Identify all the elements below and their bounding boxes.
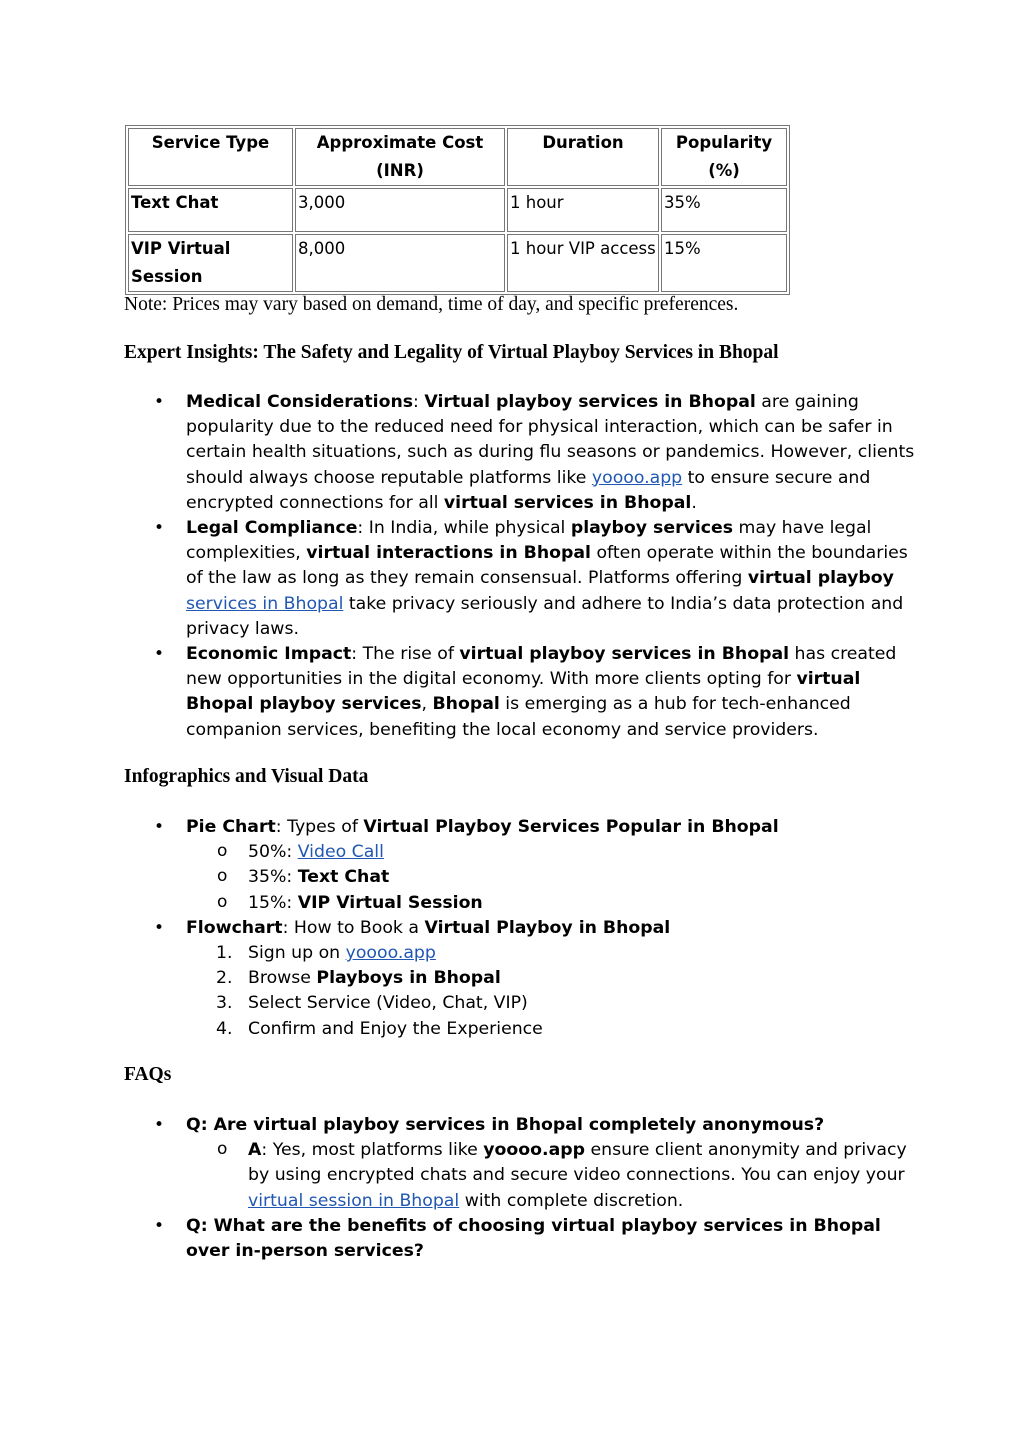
- bold-text: yoooo.app: [483, 1140, 586, 1161]
- bold-text: virtual interactions in Bhopal: [306, 543, 591, 564]
- text: : The rise of: [351, 644, 460, 665]
- table-cell: 3,000: [295, 188, 505, 232]
- bold-text: VIP Virtual Session: [297, 892, 483, 913]
- list-item-flowchart: [154, 916, 916, 941]
- faq-question: [154, 1113, 916, 1138]
- text: : In India, while physical: [357, 518, 571, 539]
- text: .: [691, 492, 697, 513]
- header-duration: Duration: [507, 128, 659, 186]
- numbered-step: [216, 1017, 916, 1042]
- bold-text: Virtual Playboy Services Popular in Bhopal: [363, 817, 779, 837]
- text: Sign up on: [248, 943, 346, 964]
- sub-list-item: [217, 840, 916, 865]
- text: may have legal complexities,: [186, 518, 872, 564]
- faq-question: [154, 1214, 916, 1264]
- bold-text: Virtual Playboy in Bhopal: [424, 917, 671, 938]
- text: with complete discretion.: [459, 1190, 684, 1211]
- virtual-session-link[interactable]: virtual session in Bhopal: [248, 1190, 460, 1211]
- question-text: Q: What are the benefits of choosing virtual playboy services in Bhopal over in-person services?: [186, 1215, 881, 1262]
- table-row: [128, 188, 787, 232]
- circle-bullet-icon: o: [217, 866, 228, 887]
- text: ensure client anonymity and privacy by using encrypted chats and secure video connections. You can enjoy your: [248, 1140, 907, 1186]
- table-row: [128, 234, 787, 292]
- step-number: 1.: [216, 943, 233, 964]
- text: ,: [421, 694, 433, 715]
- list-item-pie-chart: [154, 815, 916, 840]
- text: has created new opportunities in the digital economy. With more clients opting for: [186, 644, 897, 690]
- text: 35%:: [248, 867, 298, 888]
- expert-insights-list: [154, 390, 916, 743]
- bold-text: playboy services: [570, 518, 734, 539]
- bullet-icon: •: [154, 917, 165, 938]
- circle-bullet-icon: o: [217, 891, 228, 912]
- table-cell: 1 hour VIP access: [507, 234, 659, 292]
- answer-label: A: [248, 1140, 262, 1161]
- step-number: 2.: [216, 968, 233, 989]
- text: Confirm and Enjoy the Experience: [248, 1018, 543, 1039]
- list-item-medical: [154, 390, 916, 516]
- circle-bullet-icon: o: [217, 841, 228, 862]
- step-number: 4.: [216, 1018, 233, 1039]
- bullet-icon: •: [154, 1215, 165, 1236]
- question-text: Q: Are virtual playboy services in Bhopal completely anonymous?: [186, 1115, 825, 1135]
- text: : Types of: [275, 817, 364, 837]
- pricing-table: [125, 125, 790, 295]
- bold-text: Text Chat: [297, 867, 390, 888]
- circle-bullet-icon: o: [217, 1139, 228, 1160]
- numbered-step: [216, 966, 916, 991]
- item-label: Legal Compliance: [186, 518, 358, 539]
- text: 50%:: [248, 842, 298, 863]
- bold-text: Virtual playboy services in Bhopal: [424, 392, 756, 412]
- item-label: Economic Impact: [186, 644, 352, 665]
- table-cell: 35%: [661, 188, 787, 232]
- text: :: [413, 392, 425, 412]
- bullet-icon: •: [154, 392, 165, 412]
- text: to ensure secure and encrypted connections for all: [186, 467, 871, 513]
- table-cell: VIP Virtual Session: [128, 234, 293, 292]
- bold-text: Bhopal: [432, 694, 500, 715]
- list-item-legal: [154, 516, 916, 642]
- faq-answer: [217, 1138, 916, 1214]
- bullet-icon: •: [154, 644, 165, 665]
- infographics-heading: Infographics and Visual Data: [124, 766, 369, 787]
- numbered-step: [216, 941, 916, 966]
- text: 15%:: [248, 892, 298, 913]
- text: take privacy seriously and adhere to India’s data protection and privacy laws.: [186, 593, 904, 639]
- header-approximate-cost: Approximate Cost (INR): [295, 128, 505, 186]
- numbered-step: [216, 991, 916, 1016]
- item-label: Pie Chart: [186, 817, 276, 837]
- table-cell: 1 hour: [507, 188, 659, 232]
- yoooo-app-link[interactable]: yoooo.app: [345, 943, 436, 964]
- video-call-link[interactable]: Video Call: [297, 842, 384, 863]
- text: : How to Book a: [282, 917, 425, 938]
- text: Browse: [248, 968, 317, 989]
- bold-text: Playboys in Bhopal: [316, 968, 501, 989]
- table-cell: 15%: [661, 234, 787, 292]
- services-in-bhopal-link[interactable]: services in Bhopal: [186, 593, 344, 614]
- text: : Yes, most platforms like: [261, 1140, 484, 1161]
- faqs-heading: FAQs: [124, 1064, 172, 1085]
- item-label: Medical Considerations: [186, 392, 414, 412]
- header-popularity: Popularity (%): [661, 128, 787, 186]
- item-label: Flowchart: [186, 917, 283, 938]
- step-number: 3.: [216, 993, 233, 1014]
- text: are gaining popularity due to the reduced need for physical interaction, which can be safer in certain health situations, such as during flu seasons or pandemics. However, clients should always choose reputable platforms like: [186, 392, 915, 488]
- faqs-list: [154, 1113, 916, 1264]
- yoooo-app-link[interactable]: yoooo.app: [591, 467, 683, 488]
- sub-list-item: [217, 865, 916, 890]
- bold-text: virtual playboy: [747, 568, 894, 589]
- table-cell: Text Chat: [128, 188, 293, 232]
- text: Select Service (Video, Chat, VIP): [248, 993, 528, 1014]
- price-note: Note: Prices may vary based on demand, time of day, and specific preferences.: [124, 294, 739, 315]
- bold-text: virtual services in Bhopal: [443, 492, 692, 513]
- infographics-list: [154, 815, 916, 1042]
- table-cell: 8,000: [295, 234, 505, 292]
- bullet-icon: •: [154, 518, 165, 539]
- list-item-economic: [154, 642, 916, 743]
- bullet-icon: •: [154, 817, 165, 837]
- bold-text: virtual Bhopal playboy services: [186, 669, 861, 715]
- header-service-type: Service Type: [128, 128, 293, 186]
- table-header-row: [128, 128, 787, 186]
- bold-text: virtual playboy services in Bhopal: [459, 644, 790, 665]
- expert-insights-heading: Expert Insights: The Safety and Legality of Virtual Playboy Services in Bhopal: [124, 342, 779, 363]
- text: is emerging as a hub for tech-enhanced companion services, benefiting the local economy and service providers.: [186, 694, 851, 740]
- sub-list-item: [217, 891, 916, 916]
- bullet-icon: •: [154, 1115, 165, 1135]
- text: often operate within the boundaries of the law as long as they remain consensual. Platforms offering: [186, 543, 908, 589]
